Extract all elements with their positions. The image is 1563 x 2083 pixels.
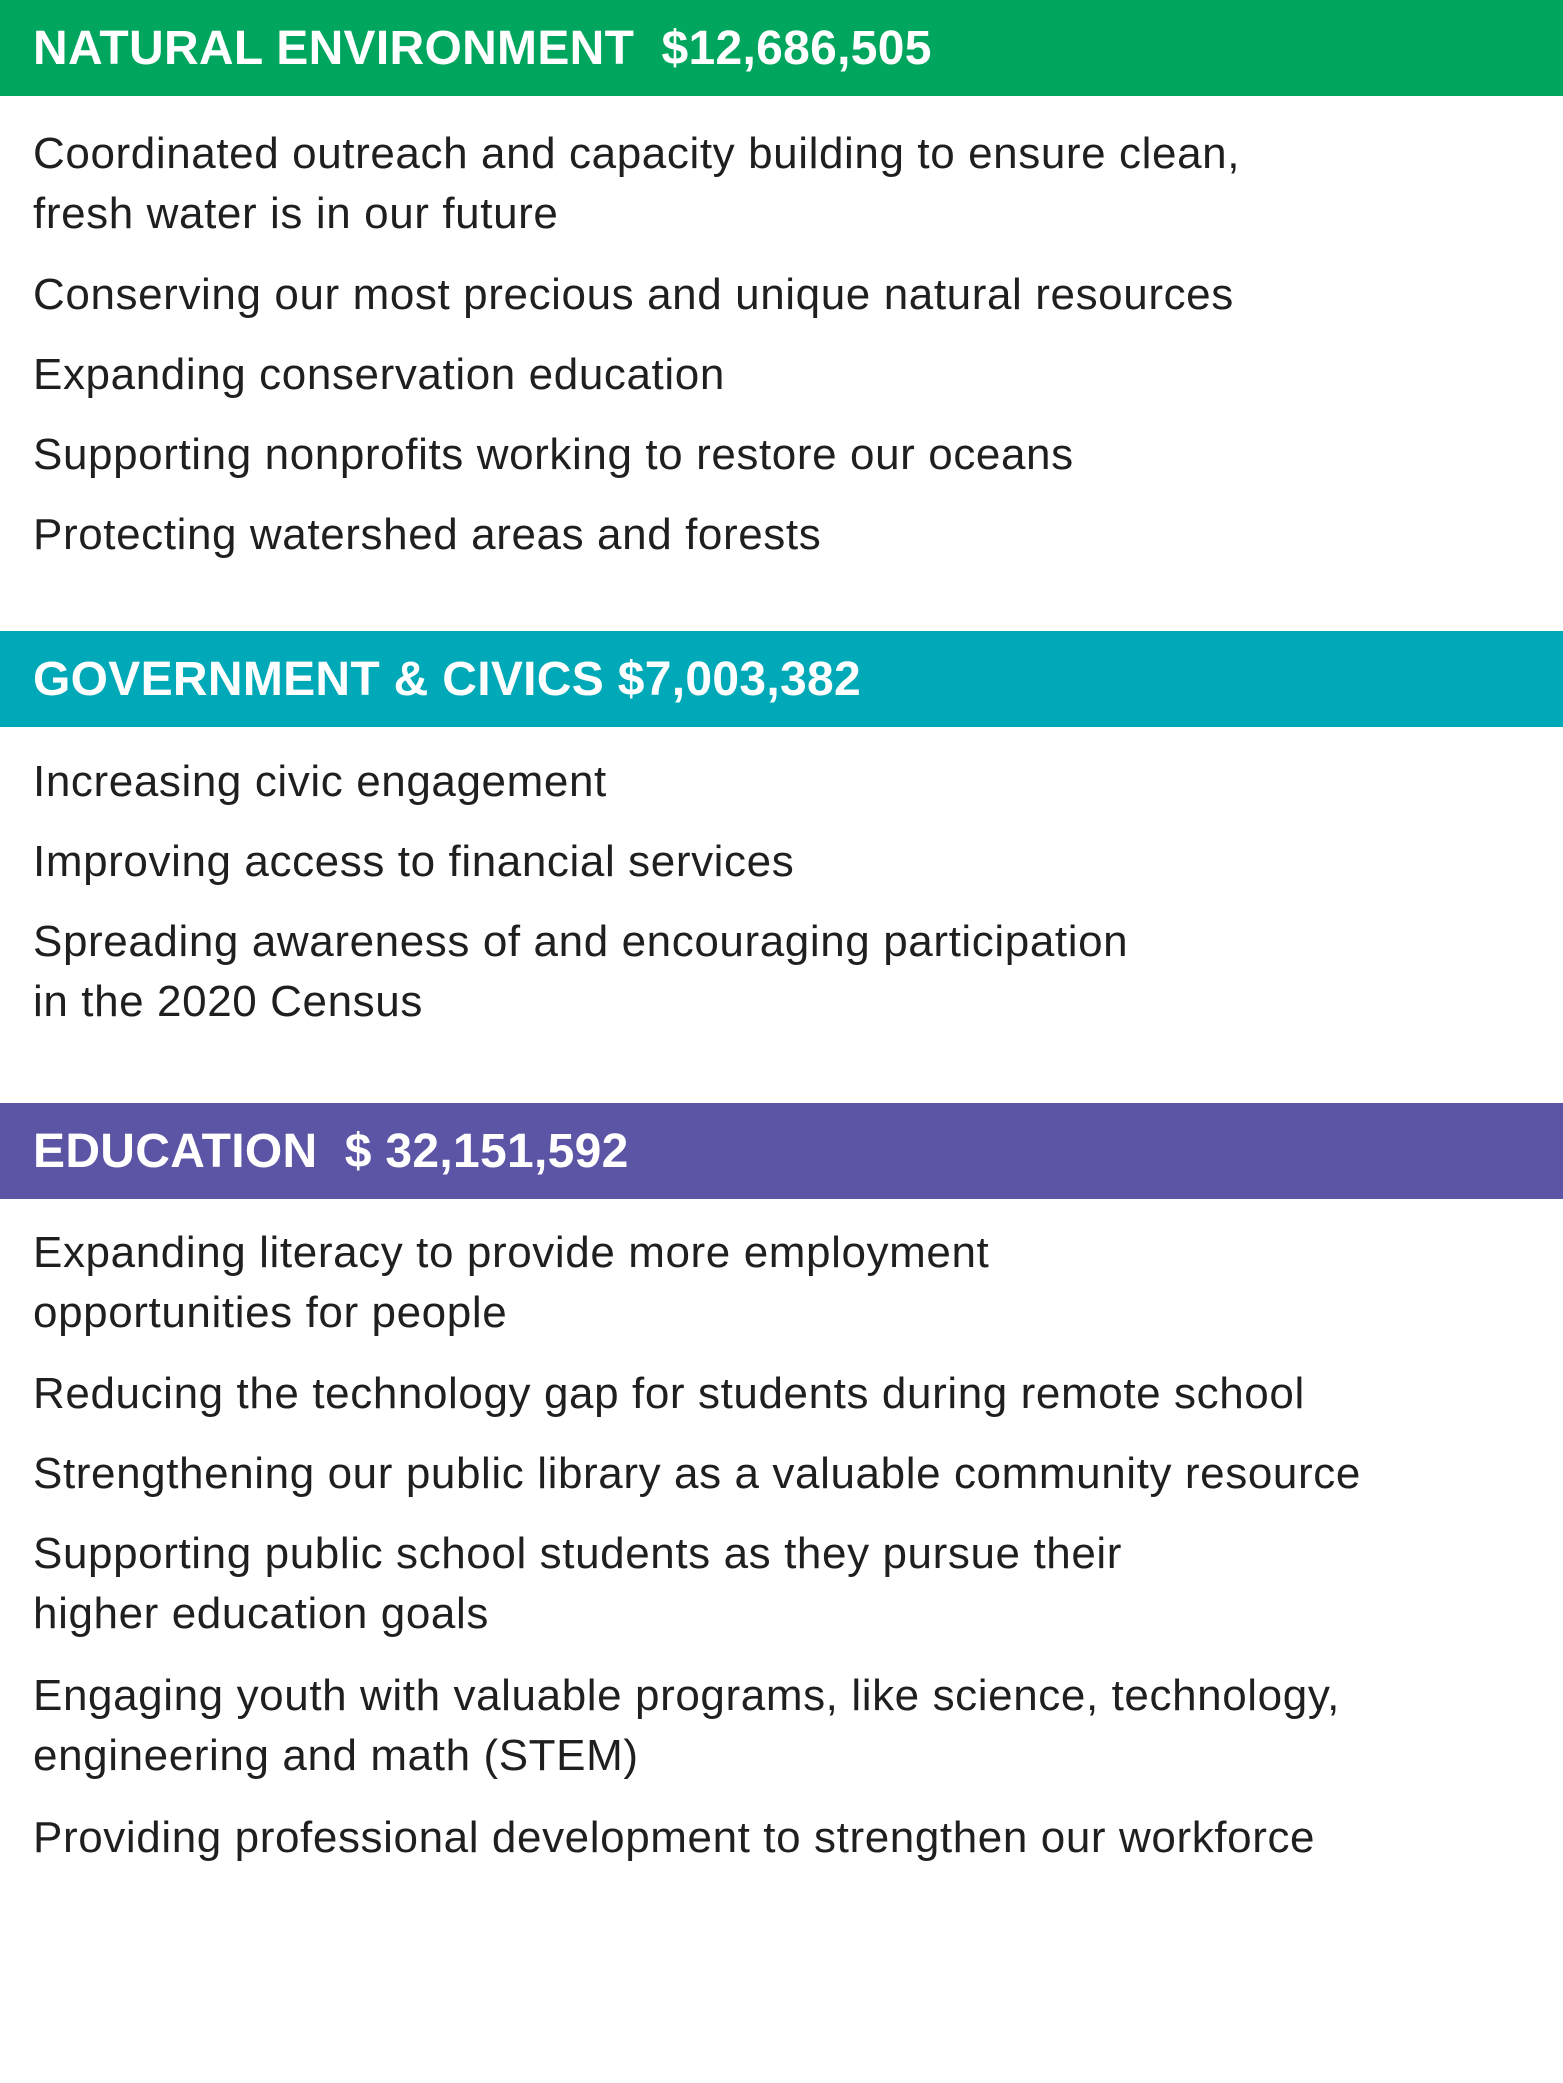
section-natural-environment [0, 0, 1563, 96]
list-item: Improving access to financial services [33, 837, 795, 886]
list-item: Strengthening our public library as a valuable community resource [33, 1449, 1361, 1498]
section-heading-government-civics: GOVERNMENT & CIVICS $7,003,382 [0, 631, 1563, 727]
list-item: Protecting watershed areas and forests [33, 510, 822, 559]
section-education [0, 1103, 1563, 1199]
list-item: Engaging youth with valuable programs, like science, technology, engineering and math (STEM) [33, 1671, 1340, 1780]
list-item: Expanding literacy to provide more employment opportunities for people [33, 1228, 990, 1337]
section-heading-natural-environment: NATURAL ENVIRONMENT $12,686,505 [0, 0, 1563, 96]
list-item: Spreading awareness of and encouraging participation in the 2020 Census [33, 917, 1129, 1026]
list-item: Increasing civic engagement [33, 757, 607, 806]
list-item: Reducing the technology gap for students during remote school [33, 1369, 1305, 1418]
list-item: Supporting nonprofits working to restore our oceans [33, 430, 1074, 479]
list-item: Coordinated outreach and capacity building to ensure clean, fresh water is in our future [33, 129, 1241, 238]
list-item: Conserving our most precious and unique natural resources [33, 270, 1234, 319]
section-government-civics [0, 631, 1563, 727]
list-item: Supporting public school students as they pursue their higher education goals [33, 1529, 1123, 1638]
list-item: Providing professional development to strengthen our workforce [33, 1813, 1316, 1862]
list-item: Expanding conservation education [33, 350, 725, 399]
section-heading-education: EDUCATION $ 32,151,592 [0, 1103, 1563, 1199]
